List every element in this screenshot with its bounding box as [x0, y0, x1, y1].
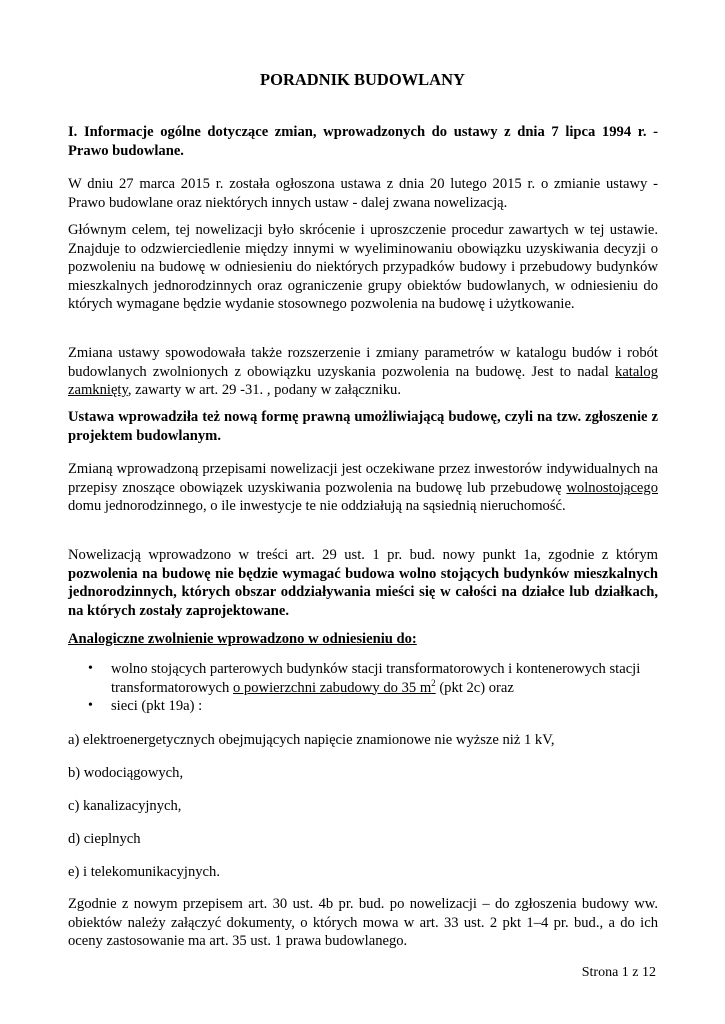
- exemption-list: [68, 660, 658, 716]
- paragraph-6: [68, 546, 658, 620]
- paragraph-3: [68, 344, 658, 400]
- item-d: d) cieplnych: [68, 831, 141, 847]
- document-title: PORADNIK BUDOWLANY: [260, 70, 465, 89]
- paragraph-3-text-a: Zmiana ustawy spowodowała także rozszerzenie i zmiany parametrów w katalogu budów i robót budowlanych zwolnionych z obowiązku uzyskania pozwolenia na budowę. Jest to nadal: [68, 345, 658, 380]
- page-number-footer: Strona 1 z 12: [581, 965, 656, 980]
- paragraph-5-text-b: domu jednorodzinnego, o ile inwestycje te nie oddziałują na sąsiednią nieruchomość.: [68, 498, 566, 515]
- bullet-1-text-b: (pkt 2c) oraz: [435, 679, 514, 696]
- katalog-zamkniety-link[interactable]: katalog zamknięty: [68, 363, 658, 399]
- section-heading: I. Informacje ogólne dotyczące zmian, wprowadzonych do ustawy z dnia 7 lipca 1994 r. - Prawo budowlane.: [68, 124, 658, 159]
- list-item: [68, 660, 658, 697]
- paragraph-6-text: Nowelizacją wprowadzono w treści art. 29 ust. 1 pr. bud. nowy punkt 1a, zgodnie z którym: [68, 547, 658, 563]
- paragraph-5-text-a: Zmianą wprowadzoną przepisami nowelizacji jest oczekiwane przez inwestorów indywidualnych na przepisy znoszące obowiązek uzyskiwania pozwolenia na budowę lub przebudowę: [68, 461, 658, 496]
- bullet-1-underlined: [232, 677, 436, 696]
- paragraph-7-heading: Analogiczne zwolnienie wprowadzono w odniesieniu do:: [68, 631, 417, 647]
- bullet-icon: •: [88, 698, 93, 714]
- paragraph-3-text-b: , zawarty w art. 29 -31. , podany w załączniku.: [127, 382, 401, 399]
- paragraph-2: Głównym celem, tej nowelizacji było skrócenie i uproszczenie procedur zawartych w tej ustawie. Znajduje to odzwierciedlenie między innymi w wyeliminowaniu obowiązku uzyskiwania decyzji o pozwoleniu na budowę w odniesieniu do niektórych przypadków budowy i przebudowy budynków mieszkalnych jednorodzinnych oraz ograniczenie grupy obiektów budowlanych, w odniesieniu do których wymagane będzie wydanie stosownego pozwolenia na budowę i użytkowanie.: [68, 222, 658, 313]
- item-a: a) elektroenergetycznych obejmujących napięcie znamionowe nie wyższe niż 1 kV,: [68, 732, 555, 748]
- item-b: b) wodociągowych,: [68, 765, 184, 781]
- bullet-1-area: o powierzchni zabudowy do 35 m: [232, 679, 432, 696]
- bullet-1-text-a: wolno stojących parterowych budynków stacji transformatorowych i kontenerowych stacji transformatorowych: [111, 661, 641, 696]
- item-e: e) i telekomunikacyjnych.: [68, 864, 220, 880]
- item-c: c) kanalizacyjnych,: [68, 798, 182, 814]
- paragraph-8: Zgodnie z nowym przepisem art. 30 ust. 4b pr. bud. po nowelizacji – do zgłoszenia budowy ww. obiektów należy załączyć dokumenty, o których mowa w art. 33 ust. 2 pkt 1–4 pr. bud., a do ich oceny zastosowanie ma art. 35 ust. 1 prawa budowlanego.: [68, 896, 658, 950]
- paragraph-6-bold: pozwolenia na budowę nie będzie wymagać budowa wolno stojących budynków mieszkalnych jednorodzinnych, których obszar oddziaływania mieści się w całości na działce lub działkach, na których zostały zaprojektowane.: [68, 565, 658, 619]
- bullet-2-text: sieci (pkt 19a) :: [111, 698, 203, 715]
- bullet-icon: •: [88, 661, 93, 676]
- paragraph-4: Ustawa wprowadziła też nową formę prawną umożliwiającą budowę, czyli na tzw. zgłoszenie z projektem budowlanym.: [68, 409, 658, 444]
- list-item: [68, 697, 658, 716]
- bullet-1-superscript: 2: [431, 677, 436, 688]
- paragraph-1: W dniu 27 marca 2015 r. została ogłoszona ustawa z dnia 20 lutego 2015 r. o zmianie ustawy - Prawo budowlane oraz niektórych innych ustaw - dalej zwana nowelizacją.: [68, 176, 658, 211]
- wolnostojacego-underlined: wolnostojącego: [566, 479, 658, 496]
- paragraph-5: [68, 460, 658, 516]
